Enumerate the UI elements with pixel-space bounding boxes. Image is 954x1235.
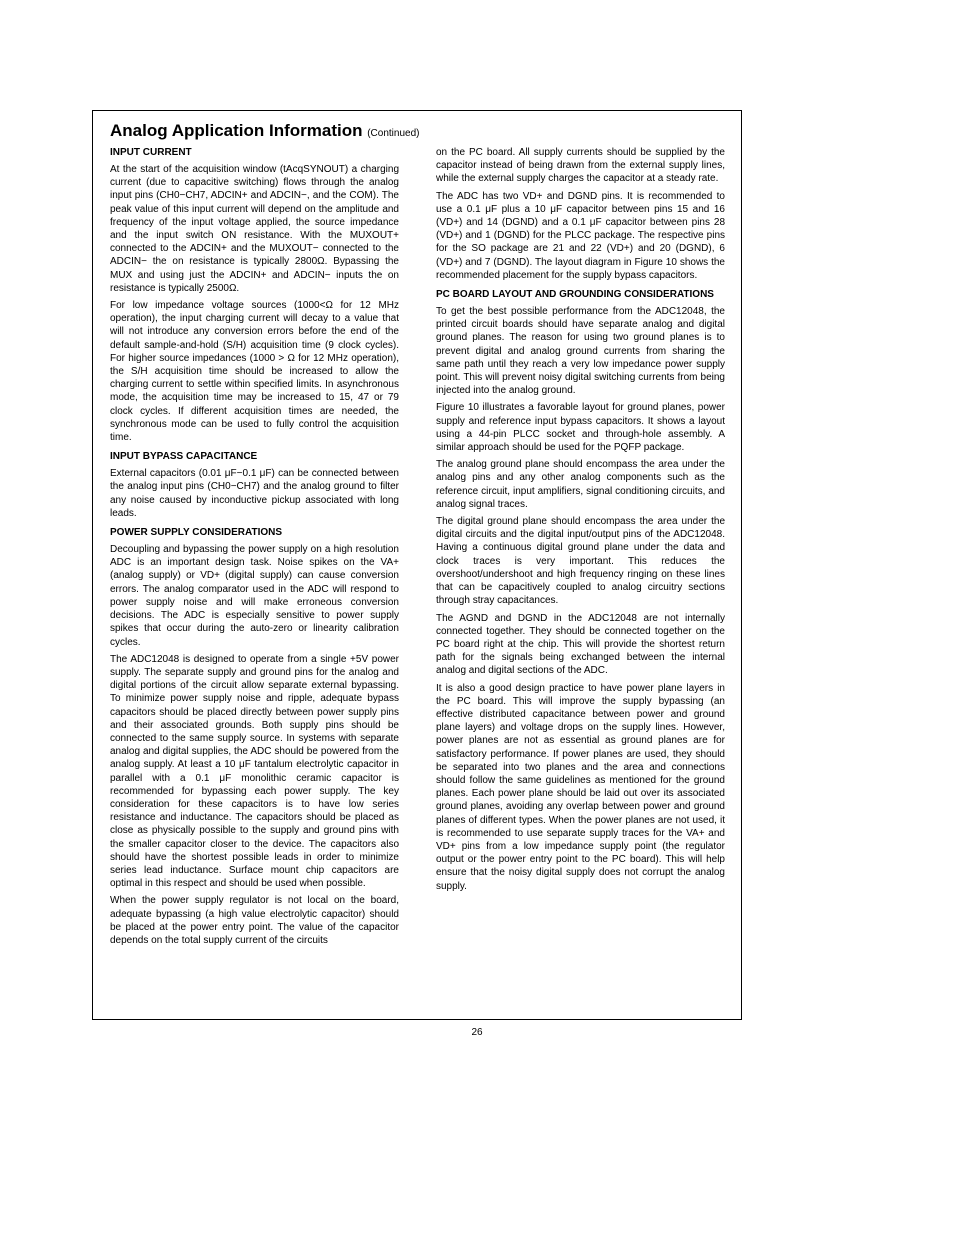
section-heading: PC BOARD LAYOUT AND GROUNDING CONSIDERATIONS — [436, 289, 714, 301]
body-paragraph: External capacitors (0.01 μF−0.1 μF) can be connected between the analog input pins (CH0−CH7) and the analog ground to filter any noise caused by inconductive pickup associated with long leads. — [110, 468, 399, 519]
body-paragraph: It is also a good design practice to have power plane layers in the PC board. This will improve the supply bypassing (an effective distributed capacitance between power and ground plane layers) and voltage drops on the supply lines. However, power planes are not as essential as ground planes are for satisfactory performance. If power planes are used, they should be separated into two planes and the area and connections should follow the same guidelines as mentioned for the ground planes. Each power plane should be laid out over its associated ground planes, avoiding any overlap between power and ground planes of different types. When the power planes are not used, it is recommended to use separate supply traces for the VA+ and VD+ pins from a low impedance supply point (the regulator output or the power entry point to the PC board). This will help ensure that the noisy digital supply does not corrupt the analog supply. — [436, 682, 725, 892]
section-heading: POWER SUPPLY CONSIDERATIONS — [110, 527, 283, 539]
body-paragraph: Decoupling and bypassing the power supply on a high resolution ADC is an important design task. Noise spikes on the VA+ (analog supply) or VD+ (digital supply) can cause conversion errors. The analog comparator used in the ADC will respond to power supply noise and will make erroneous conversion decisions. The ADC is especially sensitive to power supply spikes that occur during the auto-zero or linearity calibration cycles. — [110, 544, 399, 648]
title-text: Analog Application Information — [110, 121, 363, 140]
body-paragraph: The AGND and DGND in the ADC12048 are not internally connected together. They should be connected together on the PC board right at the chip. This will provide the shortest return path for the signals being exchanged between the internal analog and digital sections of the ADC. — [436, 612, 725, 677]
section-title — [110, 121, 419, 141]
right-column — [436, 146, 725, 897]
section-heading: INPUT BYPASS CAPACITANCE — [110, 451, 258, 463]
body-paragraph: The ADC has two VD+ and DGND pins. It is recommended to use a 0.1 μF plus a 10 μF capacitor between pins 15 and 16 (VD+) and 14 (DGND) and a 0.1 μF capacitor between pins 28 (VD+) and 1 (DGND) for the PLCC package. The respective pins for the SO package are 21 and 22 (VD+) and 20 (DGND), 6 (VD+) and 7 (DGND). The layout diagram in Figure 10 shows the recommended placement for the supply bypass capacitors. — [436, 190, 725, 281]
page-number: 26 — [471, 1027, 483, 1038]
continued-label: (Continued) — [367, 128, 420, 139]
body-paragraph: The ADC12048 is designed to operate from a single +5V power supply. The separate supply and ground pins for the analog and digital portions of the circuit allow separate external bypassing. To minimize power supply noise and ripple, adequate bypass capacitors should be placed directly between power supply pins and their associated grounds. Both supply pins should be connected to the same supply source. In systems with separate analog and digital supplies, the ADC should be powered from the analog supply. At least a 10 μF tantalum electrolytic capacitor in parallel with a 0.1 μF monolithic ceramic capacitor is recommended for bypassing each power supply. The key consideration for these capacitors is to have low series resistance and inductance. The capacitors should be placed as close as physically possible to the supply and ground pins with the smaller capacitor closer to the device. The capacitors also should have the shortest possible leads in order to minimize series lead inductance. Surface mount chip capacitors are optimal in this respect and should be used when possible. — [110, 653, 399, 890]
body-paragraph: on the PC board. All supply currents should be supplied by the capacitor instead of being drawn from the external supply lines, while the external supply charges the capacitor at a steady rate. — [436, 147, 725, 185]
body-paragraph: When the power supply regulator is not local on the board, adequate bypassing (a high value electrolytic capacitor) should be placed at the power entry point. The value of the capacitor depends on the total supply current of the circuits — [110, 895, 399, 946]
section-heading: INPUT CURRENT — [110, 147, 192, 158]
body-paragraph: Figure 10 illustrates a favorable layout for ground planes, power supply and reference input bypass capacitors. It shows a layout using a 44-pin PLCC socket and through-hole assembly. A similar approach should be used for the PQFP package. — [436, 402, 725, 454]
body-paragraph: At the start of the acquisition window (tAcqSYNOUT) a charging current (due to capacitive switching) flows through the analog input pins (CH0−CH7, ADCIN+ and ADCIN−, and the COM). The peak value of this input current will depend on the amplitude and frequency of the input voltage applied, the source impedance and the input switch ON resistance. With the MUXOUT+ connected to the ADCIN+ and the MUXOUT− connected to the ADCIN− the on resistance is typically 2800Ω. Bypassing the MUX and using just the ADCIN+ and ADCIN− inputs the on resistance is typically 2500Ω. — [110, 164, 399, 294]
body-paragraph: For low impedance voltage sources (1000<Ω for 12 MHz operation), the input charging current will decay to a value that will not introduce any conversion errors before the end of the default sample-and-hold (S/H) acquisition time (9 clock cycles). For higher source impedances (1000 > Ω for 12 MHz operation), the S/H acquisition time should be increased to allow the charging current to settle within specified limits. In asynchronous mode, the acquisition time may be increased to 15, 47 or 79 clock cycles. If different acquisition times are needed, the synchronous mode can be used to fully control the acquisition time. — [110, 300, 399, 444]
left-column — [110, 146, 399, 951]
body-paragraph: The analog ground plane should encompass the area under the analog pins and any other analog components such as the reference circuit, input amplifiers, signal conditioning circuits, and analog signal traces. — [436, 459, 725, 510]
body-paragraph: The digital ground plane should encompass the area under the digital circuits and the digital input/output pins of the ADC12048. Having a continuous digital ground plane under the data and clock traces is very important. This reduces the overshoot/undershoot and high frequency ringing on these lines that can be capacitively coupled to analog circuitry sections through stray capacitances. — [436, 516, 725, 607]
body-paragraph: To get the best possible performance from the ADC12048, the printed circuit boards should have separate analog and digital ground planes. The reason for using two ground planes is to prevent digital and analog ground currents from sharing the same path until they reach a very low impedance power supply point. This will prevent noisy digital switching currents from being injected into the analog ground. — [436, 306, 725, 397]
